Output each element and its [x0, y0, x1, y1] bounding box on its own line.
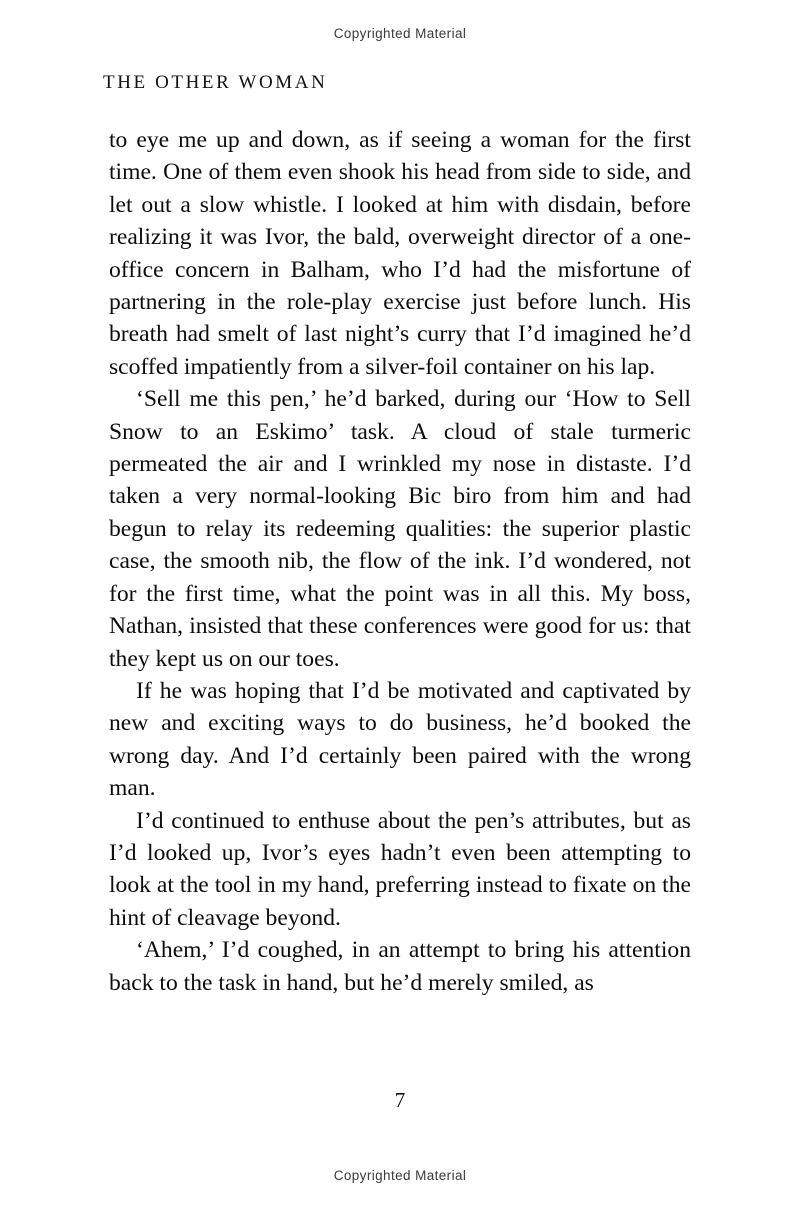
- running-head-title: THE OTHER WOMAN: [103, 72, 328, 93]
- paragraph: ‘Ahem,’ I’d coughed, in an attempt to bring his attention back to the task in hand, but he’d merely smiled, as: [109, 937, 691, 996]
- paragraph: ‘Sell me this pen,’ he’d barked, during our ‘How to Sell Snow to an Eskimo’ task. A cloud of stale turmeric permeated the air and I wrinkled my nose in distaste. I’d taken a very normal-looking Bic biro from him and had begun to relay its redeeming qualities: the superior plastic case, the smooth nib, the flow of the ink. I’d wondered, not for the first time, what the point was in all this. My boss, Nathan, insisted that these conferences were good for us: that they kept us on our toes.: [109, 386, 691, 672]
- body-text: [109, 124, 691, 999]
- copyright-watermark-top: Copyrighted Material: [333, 26, 467, 41]
- paragraph: I’d continued to enthuse about the pen’s attributes, but as I’d looked up, Ivor’s eyes hadn’t even been attempting to look at the tool in my hand, preferring instead to fixate on the hint of cleavage beyond.: [109, 807, 691, 931]
- paragraph: to eye me up and down, as if seeing a woman for the first time. One of them even shook his head from side to side, and let out a slow whistle. I looked at him with disdain, before realizing it was Ivor, the bald, overweight director of a one-office concern in Balham, who I’d had the misfortune of partnering in the role-play exercise just before lunch. His breath had smelt of last night’s curry that I’d imagined he’d scoffed impatiently from a silver-foil container on his lap.: [109, 127, 691, 380]
- page-number: 7: [394, 1088, 406, 1112]
- copyright-watermark-bottom: Copyrighted Material: [333, 1168, 467, 1183]
- paragraph: If he was hoping that I’d be motivated and captivated by new and exciting ways to do business, he’d booked the wrong day. And I’d certainly been paired with the wrong man.: [109, 677, 691, 802]
